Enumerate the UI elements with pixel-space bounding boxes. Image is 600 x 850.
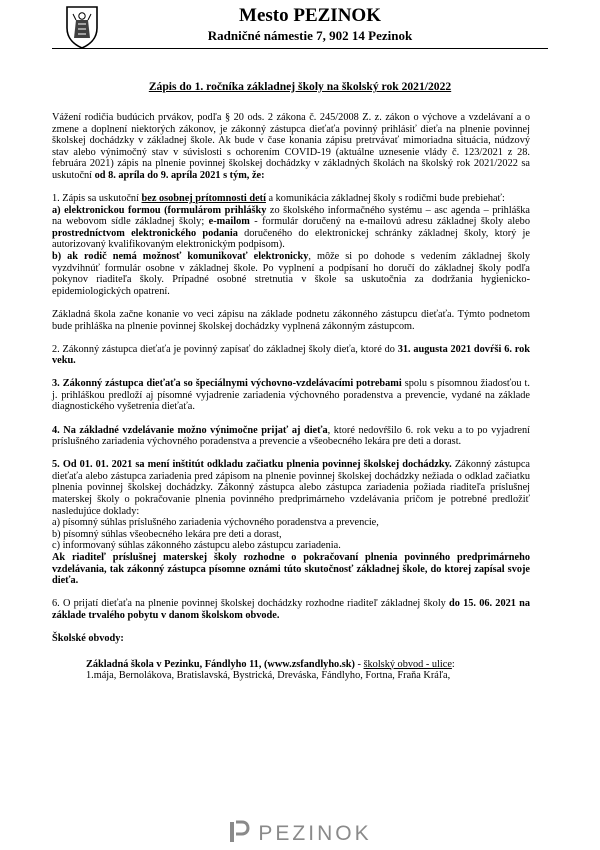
header-divider — [52, 48, 548, 49]
paragraph-4 — [52, 425, 530, 448]
city-address: Radničné námestie 7, 902 14 Pezinok — [207, 28, 413, 43]
footer-logo-text: PEZINOK — [258, 822, 372, 845]
pezinok-logo-icon — [228, 820, 250, 844]
city-title: Mesto PEZINOK — [239, 5, 381, 26]
p6-text: 6. O prijatí dieťaťa na plnenie povinnej školskej dochádzky rozhodne riaditeľ základnej školy — [52, 598, 450, 610]
letterhead — [0, 5, 600, 44]
list-item: b) písomný súhlas všeobecného lekára pre deti a dorast, — [52, 528, 282, 540]
street-list: 1.mája, Bernolákova, Bratislavská, Bystrická, Dreváska, Fándlyho, Fortna, Fraňa Kráľa, — [86, 670, 451, 682]
list-item: a) písomný súhlas príslušného zariadenia výchovného poradenstva a prevencie, — [52, 517, 379, 529]
p5-text: Zákonný zástupca dieťaťa alebo zástupca zariadenia pred zápisom na plnenie povinnej školskej dochádzky nežiada o odklad začiatku plnenia povinnej školskej dochádzky. Zákonný zástupca alebo zástupca zariadenia požiada riaditeľa príslušnej materskej školy o pokračovanie plnenia povinného predprimárneho vzdelávania pričom je potrebné predložiť nasledujúce doklady: — [52, 459, 530, 517]
paragraph-1 — [52, 193, 530, 297]
p2-text: 2. Zákonný zástupca dieťaťa je povinný zapísať do základnej školy dieťa, ktoré do — [52, 343, 398, 355]
school-name: Základná škola v Pezinku, Fándlyho 11, (www.zsfandlyho.sk) — [86, 658, 355, 670]
option-a-electronic: prostredníctvom elektronického podania — [52, 227, 238, 239]
p1-no-presence: bez osobnej prítomnosti detí — [141, 193, 266, 205]
option-b-text: , môže si po dohode s vedením základnej školy vyzdvihnúť formulár osobne v základnej škole. Po vyplnení a podpísaní ho doručí do základnej školy podľa pokynov riaditeľa školy. Prípadné osobné stretnutia v škole sa uskutočnia za dodržania hygienicko-epidemiologických opatrení. — [52, 251, 530, 297]
p5-bold: 5. Od 01. 01. 2021 sa mení inštitút odkladu začiatku plnenia povinnej školskej dochádzky. — [52, 459, 452, 471]
paragraph-start: Základná škola začne konanie vo veci zápisu na základe podnetu zákonného zástupcu dieťaťa. Týmto podnetom bude prihláška na plnenie povinnej školskej dochádzky vyplnená zákonným zástupcom. — [52, 308, 530, 332]
districts-heading: Školské obvody: — [52, 632, 124, 644]
district-label: školský obvod - ulice — [363, 658, 452, 670]
p6-deadline: do 15. 06. 2021 na základe trvalého pobytu v danom školskom obvode. — [52, 598, 530, 621]
list-item: c) informovaný súhlas zákonného zástupcu alebo zástupcu zariadenia. — [52, 540, 341, 552]
document-body — [52, 112, 530, 682]
p4-text: , ktoré nedovŕšilo 6. rok veku a to po vyjadrení príslušného zariadenia výchovného poradenstva a prevencie a všeobecného lekára pre deti a dorast. — [52, 424, 530, 448]
p5-bold-2: Ak riaditeľ príslušnej materskej školy rozhodne o pokračovaní plnenia povinného predprimárneho vzdelávania, tak zákonný zástupca písomne oznámi túto skutočnosť základnej škole, do ktorej zapísal svoje dieťa. — [52, 552, 530, 587]
intro-text: Vážení rodičia budúcich prvákov, podľa § 20 ods. 2 zákona č. 245/2008 Z. z. zákon o výchove a vzdelávaní a o zmene a doplnení niektorých zákonov, je zákonný zástupca dieťaťa povinný prihlásiť dieťa na plnenie povinnej školskej dochádzky v základnej škole. Ak bude v čase konania zápisu pretrvávať mimoriadna situácia, núdzový stav alebo výnimočný stav v súvislosti s ochorením COVID-19 (aktuálne uznesenie vlády č. 123/2021 z 28. februára 2021) zápis na plnenie povinnej školskej dochádzky v základných školách na školský rok 2021/2022 sa uskutoční — [52, 112, 530, 181]
p4-bold: 4. Na základné vzdelávanie možno výnimočne prijať aj dieťa — [52, 424, 328, 436]
p2-deadline: 31. augusta 2021 dovŕši 6. rok veku. — [52, 343, 530, 367]
p1-text-2: a komunikácia základnej školy s rodičmi bude prebiehať: — [265, 193, 505, 205]
district-entry — [52, 659, 530, 682]
intro-text-end: s tým, že: — [220, 169, 265, 181]
document-title: Zápis do 1. ročníka základnej školy na školský rok 2021/2022 — [148, 80, 452, 93]
separator: - — [354, 658, 364, 670]
paragraph-6 — [52, 598, 530, 621]
option-a-label: a) elektronickou formou (formulárom prihlášky — [52, 204, 267, 216]
enrollment-dates: od 8. apríla do 9. apríla 2021 — [94, 169, 221, 181]
p3-bold: 3. Zákonný zástupca dieťaťa so špeciálnymi výchovno-vzdelávacími potrebami — [52, 378, 402, 390]
paragraph-3 — [52, 378, 530, 413]
option-a-text: zo školského informačného systému – asc agenda – prihláška na webovom sídle základnej školy; — [52, 204, 530, 228]
intro-paragraph — [52, 112, 530, 182]
option-a-text-2: - formulár doručený na e-mailovú adresu základnej školy alebo — [249, 216, 530, 228]
paragraph-5 — [52, 459, 530, 587]
paragraph-2 — [52, 344, 530, 367]
option-b-label: b) ak rodič nemá možnosť komunikovať elektronicky — [52, 251, 309, 263]
footer-logo — [0, 820, 600, 846]
option-a-text-3: doručeného do elektronickej schránky základnej školy, ktorý je autorizovaný kvalifikovaným elektronickým podpisom). — [52, 227, 530, 251]
p1-text: 1. Zápis sa uskutoční — [52, 193, 142, 205]
colon: : — [451, 658, 455, 670]
option-a-email: e-mailom — [208, 216, 250, 228]
p3-text: spolu s písomnou žiadosťou t. j. prihláškou predloží aj písomné vyjadrenie zariadenia výchovného poradenstva a prevencie, vydané na základe diagnostického vyšetrenia dieťaťa. — [52, 378, 530, 413]
